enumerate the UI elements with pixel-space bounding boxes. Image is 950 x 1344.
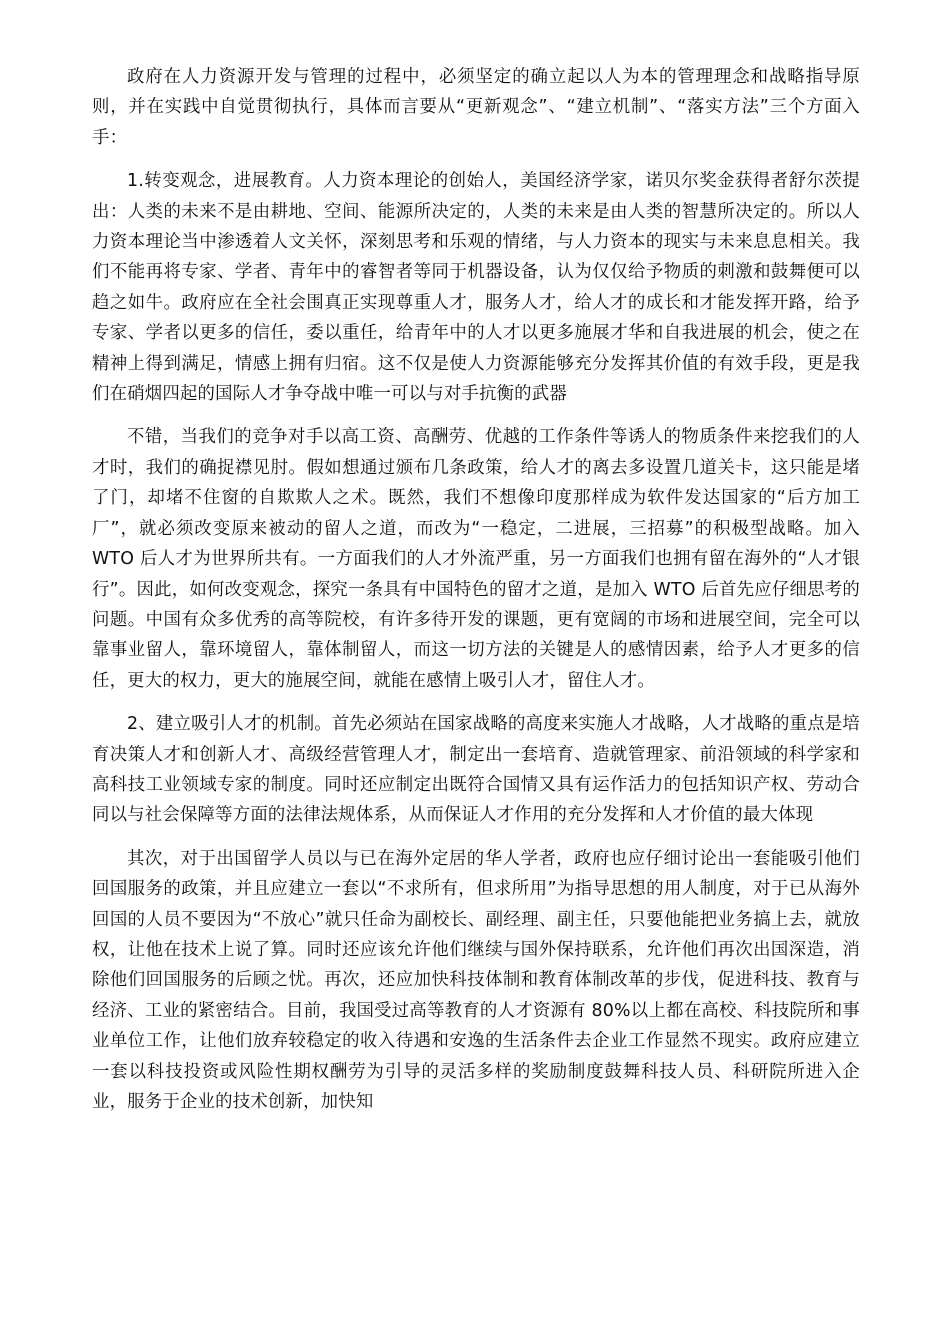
paragraph-competition: 不错，当我们的竞争对手以高工资、高酬劳、优越的工作条件等诱人的物质条件来挖我们的人才时，我们的确捉襟见肘。假如想通过颁布几条政策，给人才的离去多设置几道关卡，这只能是堵了门，却堵不住窗的自欺欺人之术。既然，我们不想像印度那样成为软件发达国家的“后方加工厂”，就必须改变原来被动的留人之道，而改为“一稳定，二进展，三招募”的积极型战略。加入 WTO 后人才为世界所共有。一方面我们的人才外流严重，另一方面我们也拥有留在海外的“人才银行”。因此，如何改变观念，探究一条具有中国特色的留才之道，是加入 WTO 后首先应仔细思考的问题。中国有众多优秀的高等院校，有许多待开发的课题，更有宽阔的市场和进展空间，完全可以靠事业留人，靠环境留人，靠体制留人，而这一切方法的关键是人的感情因素，给予人才更多的信任，更大的权力，更大的施展空间，就能在感情上吸引人才，留住人才。: [92, 427, 860, 691]
paragraph-overseas-scholars: 其次，对于出国留学人员以与已在海外定居的华人学者，政府也应仔细讨论出一套能吸引他们回国服务的政策，并且应建立一套以“不求所有，但求所用”为指导思想的用人制度，对于已从海外回国的人员不要因为“不放心”就只任命为副校长、副经理、副主任，只要他能把业务搞上去，就放权，让他在技术上说了算。同时还应该允许他们继续与国外保持联系，允许他们再次出国深造，消除他们回国服务的后顾之忧。再次，还应加快科技体制和教育体制改革的步伐，促进科技、教育与经济、工业的紧密结合。目前，我国受过高等教育的人才资源有 80%以上都在高校、科技院所和事业单位工作，让他们放弃较稳定的收入待遇和安逸的生活条件去企业工作显然不现实。政府应建立一套以科技投资或风险性期权酬劳为引导的灵活多样的奖励制度鼓舞科技人员、科研院所进入企业，服务于企业的技术创新，加快知: [92, 848, 860, 1112]
paragraph-intro: 政府在人力资源开发与管理的过程中，必须坚定的确立起以人为本的管理理念和战略指导原则，并在实践中自觉贯彻执行，具体而言要从“更新观念”、“建立机制”、“落实方法”三个方面入手：: [92, 67, 860, 148]
paragraph-talent-mechanism: 2、建立吸引人才的机制。首先必须站在国家战略的高度来实施人才战略，人才战略的重点是培育决策人才和创新人才、高级经营管理人才，制定出一套培育、造就管理家、前沿领域的科学家和高科技工业领域专家的制度。同时还应制定出既符合国情又具有运作活力的包括知识产权、劳动合同以与社会保障等方面的法律法规体系，从而保证人才作用的充分发挥和人才价值的最大体现: [92, 714, 860, 826]
document-page: [92, 62, 860, 1130]
paragraph-change-concepts: 1.转变观念，进展教育。人力资本理论的创始人，美国经济学家，诺贝尔奖金获得者舒尔茨提出：人类的未来不是由耕地、空间、能源所决定的，人类的未来是由人类的智慧所决定的。所以人力资本理论当中渗透着人文关怀，深刻思考和乐观的情绪，与人力资本的现实与未来息息相关。我们不能再将专家、学者、青年中的睿智者等同于机器设备，认为仅仅给予物质的刺激和鼓舞便可以趋之如牛。政府应在全社会围真正实现尊重人才，服务人才，给人才的成长和才能发挥开路，给予专家、学者以更多的信任，委以重任，给青年中的人才以更多施展才华和自我进展的机会，使之在精神上得到满足，情感上拥有归宿。这不仅是使人力资源能够充分发挥其价值的有效手段，更是我们在硝烟四起的国际人才争夺战中唯一可以与对手抗衡的武器: [92, 171, 860, 405]
